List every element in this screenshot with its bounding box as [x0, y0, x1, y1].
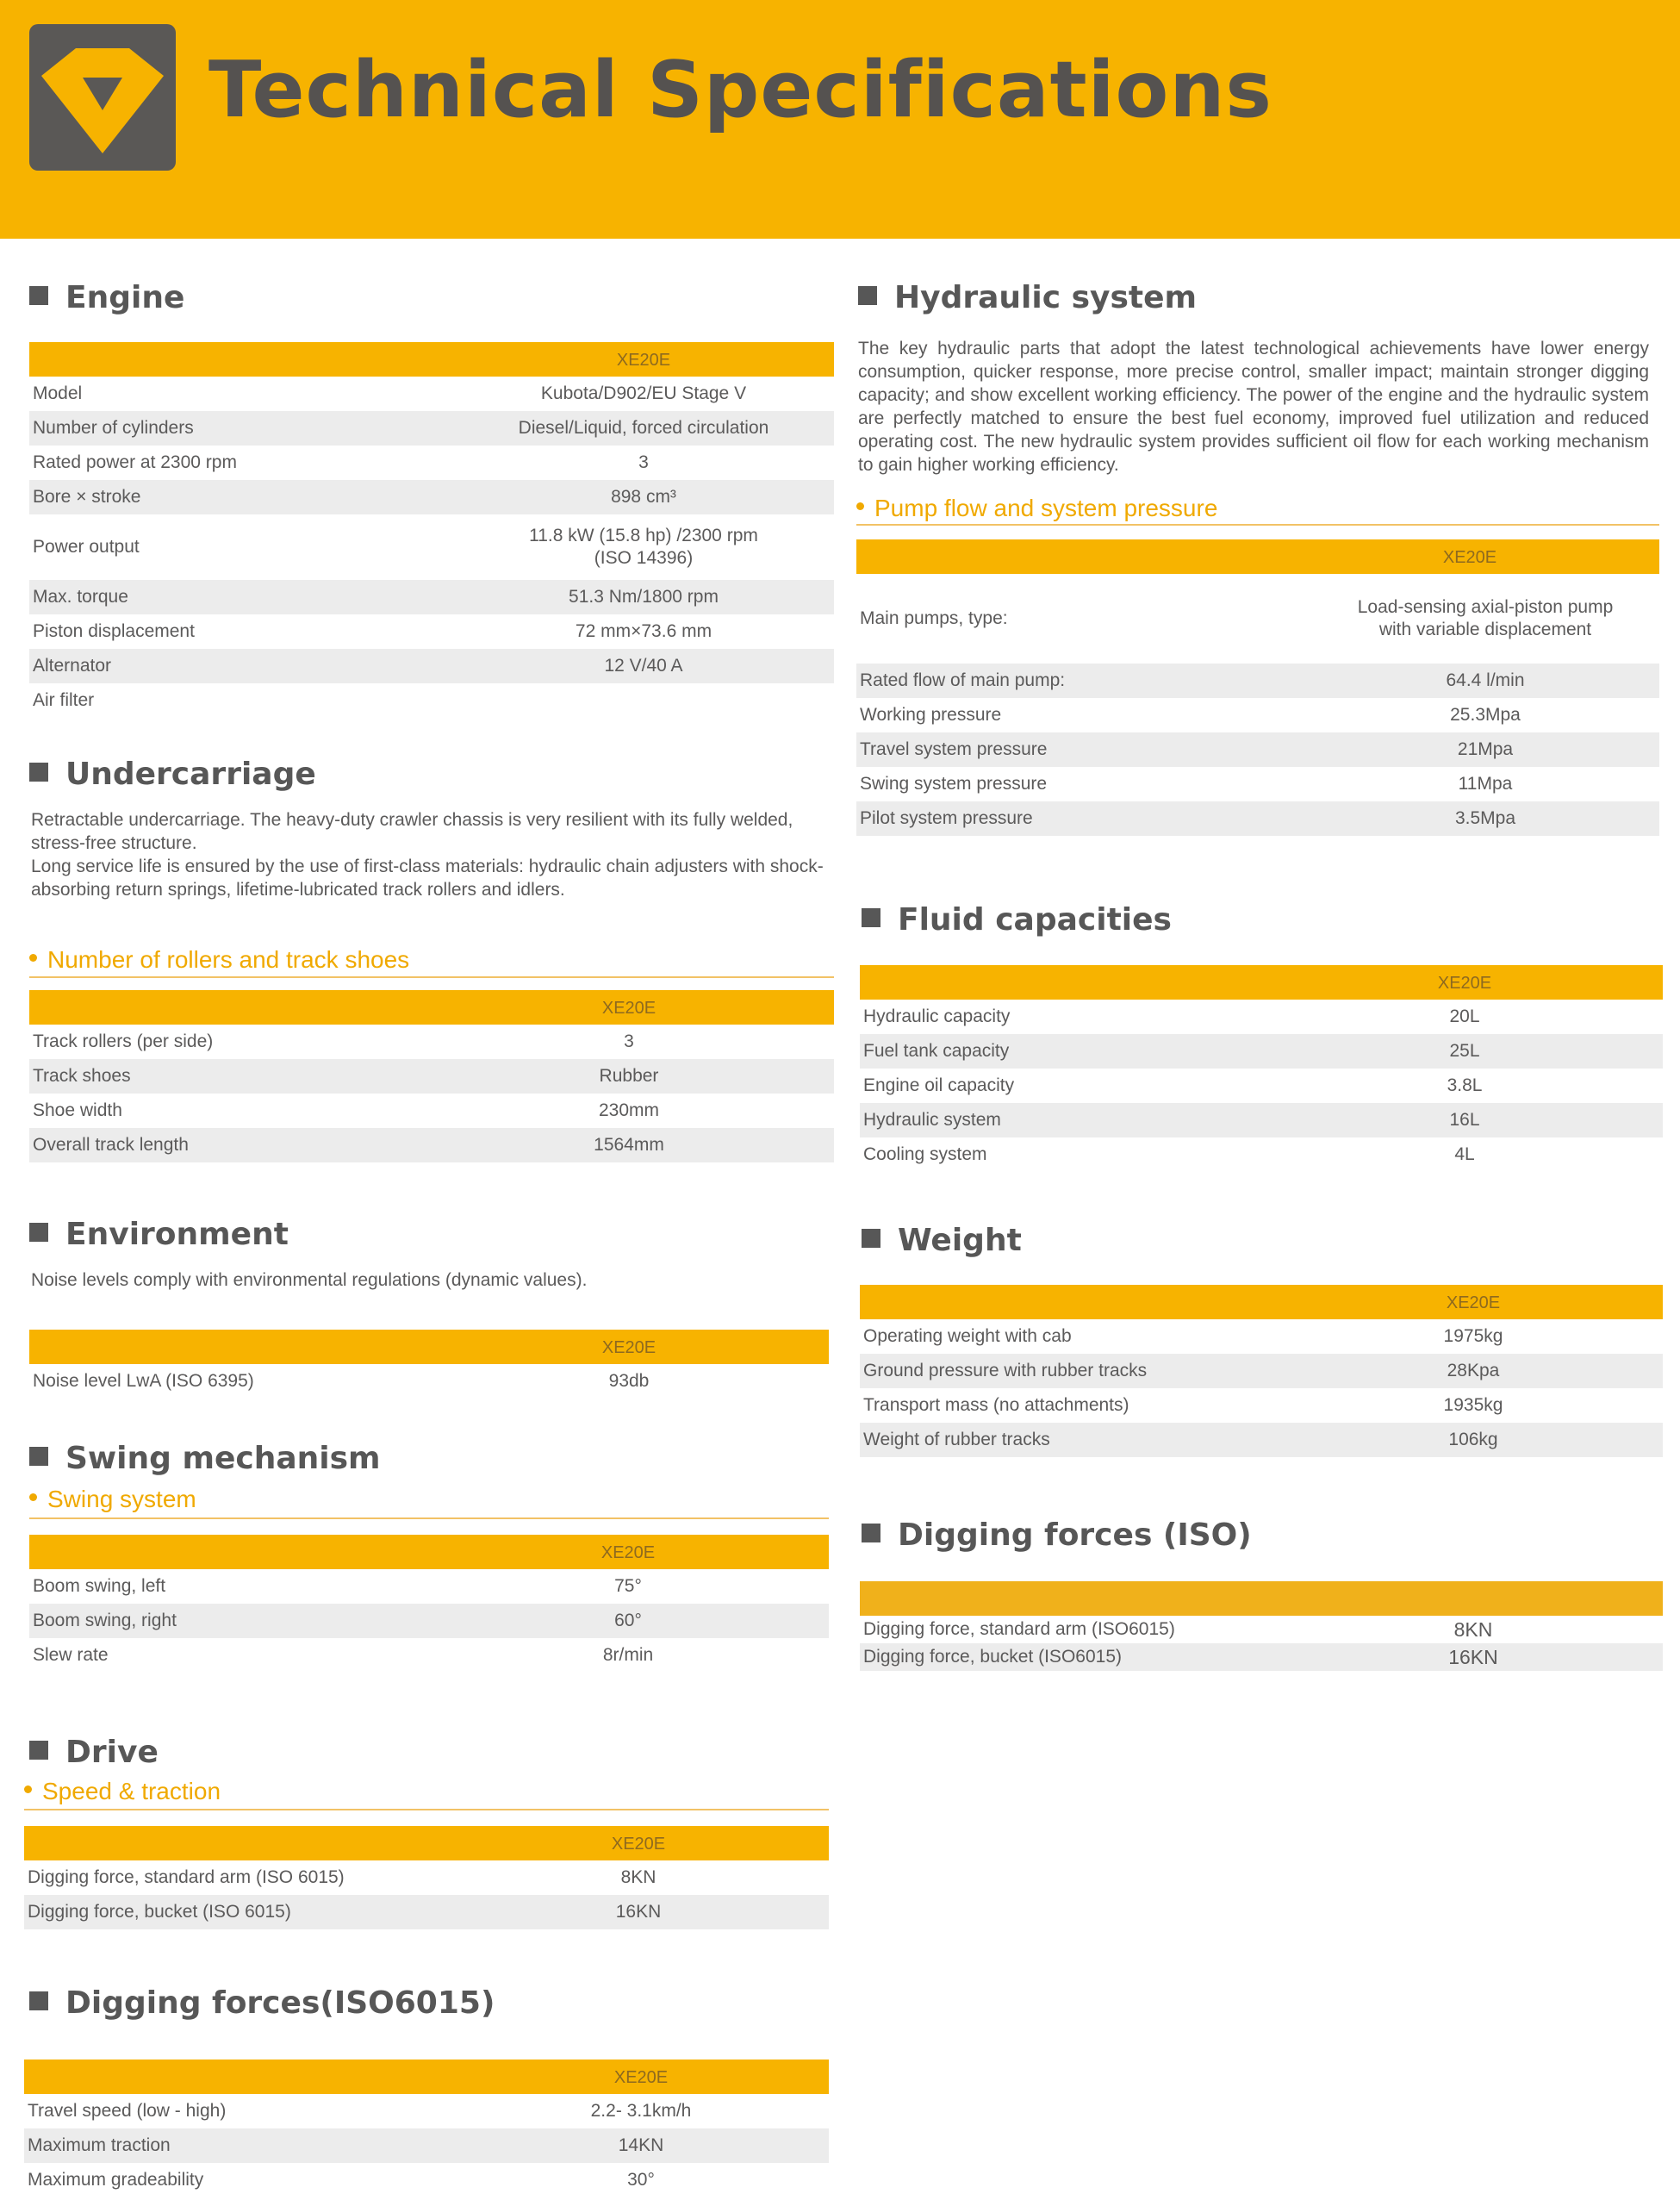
table-row: Operating weight with cab 1975kg: [863, 1326, 1503, 1346]
table-row: Travel system pressure 21Mpa: [856, 732, 1659, 767]
engine-section-title: Engine: [29, 283, 184, 314]
table-row: Digging force, standard arm (ISO6015) 8KN: [863, 1618, 1493, 1641]
drive-section-title: Drive: [29, 1737, 159, 1768]
divider: [856, 524, 1659, 526]
divider: [24, 1809, 829, 1810]
table-row: Track shoes Rubber: [29, 1059, 834, 1094]
digging-forces-left-table: [24, 2060, 829, 2197]
table-row: Air filter: [33, 690, 95, 710]
table-row: Rated power at 2300 rpm 3: [33, 452, 649, 472]
weight-table-header: XE20E: [860, 1285, 1663, 1319]
pump-flow-table: [856, 539, 1659, 836]
table-row: Track rollers (per side) 3: [33, 1031, 634, 1051]
table-row: Weight of rubber tracks 106kg: [860, 1423, 1663, 1457]
table-row: Hydraulic capacity 20L: [863, 1006, 1480, 1026]
digging-forces-left-section-title: Digging forces(ISO6015): [29, 1988, 495, 2019]
weight-table: [860, 1285, 1663, 1457]
table-row: Cooling system 4L: [863, 1144, 1475, 1164]
environment-table: [29, 1330, 829, 1399]
fluid-table-header: XE20E: [860, 965, 1663, 1000]
hydraulic-section-title: Hydraulic system: [858, 283, 1197, 314]
header-banner: [0, 0, 1680, 239]
table-row: Noise level LwA (ISO 6395) 93db: [33, 1371, 650, 1391]
rollers-table-header: XE20E: [29, 990, 834, 1025]
table-row: Boom swing, left 75°: [33, 1576, 642, 1596]
undercarriage-description: Retractable undercarriage. The heavy-duty crawler chassis is very resilient with its fully welded, stress-free structure. Long service life is ensured by the use of first-class materials: hydraulic chain adjusters with shock-absorbing return springs, lifetime-lubricated track rollers and idlers.: [31, 810, 824, 900]
table-row: Shoe width 230mm: [33, 1100, 660, 1120]
engine-table-header: XE20E: [29, 342, 834, 377]
swing-table: [29, 1535, 829, 1673]
table-row: Transport mass (no attachments) 1935kg: [863, 1395, 1503, 1415]
table-row: Maximum traction 14KN: [24, 2128, 829, 2163]
table-row: Digging force, bucket (ISO6015) 16KN: [860, 1643, 1663, 1671]
table-row: Bore × stroke 898 cm³: [29, 480, 834, 514]
table-row: Hydraulic system 16L: [860, 1103, 1663, 1137]
pump-flow-subtitle: Pump flow and system pressure: [856, 496, 1217, 520]
table-row: Piston displacement 72 mm×73.6 mm: [33, 621, 712, 641]
table-row: Power output 11.8 kW (15.8 hp) /2300 rpm (ISO 14396): [33, 526, 758, 568]
environment-table-header: XE20E: [29, 1330, 829, 1364]
environment-description: Noise levels comply with environmental regulations (dynamic values).: [31, 1270, 588, 1290]
weight-section-title: Weight: [862, 1225, 1022, 1256]
table-row: Rated flow of main pump: 64.4 l/min: [856, 664, 1659, 698]
table-row: Working pressure 25.3Mpa: [860, 705, 1521, 725]
table-row: Max. torque 51.3 Nm/1800 rpm: [29, 580, 834, 614]
table-row: Fuel tank capacity 25L: [860, 1034, 1663, 1069]
table-row: Digging force, standard arm (ISO 6015) 8KN: [28, 1867, 656, 1887]
drive-table-header: XE20E: [24, 1826, 829, 1860]
table-row: Ground pressure with rubber tracks 28Kpa: [860, 1354, 1663, 1388]
swing-subtitle: Swing system: [29, 1487, 196, 1511]
hydraulic-description: The key hydraulic parts that adopt the latest technological achievements have lower energy consumption, quicker response, more precise control, smaller impact; maintain stronger digging capacity; and show excellent working efficiency. The power of the engine and the hydraulic system are perfectly matched to ensure the best fuel economy, improved fuel utilization and reduced operating cost. The new hydraulic system provides sufficient oil flow for each working mechanism to gain higher working efficiency.: [858, 339, 1649, 475]
rollers-table: [29, 990, 834, 1162]
table-row: Digging force, bucket (ISO 6015) 16KN: [24, 1895, 829, 1929]
table-row: Maximum gradeability 30°: [28, 2170, 655, 2190]
swing-table-header: XE20E: [29, 1535, 829, 1569]
drive-table: [24, 1826, 829, 1929]
table-row: Overall track length 1564mm: [29, 1128, 834, 1162]
brand-logo-icon: [29, 24, 176, 171]
table-row: Model Kubota/D902/EU Stage V: [33, 383, 747, 403]
digging-forces-right-table: [860, 1581, 1663, 1671]
digging-forces-right-section-title: Digging forces (ISO): [862, 1520, 1252, 1551]
table-row: Travel speed (low - high) 2.2- 3.1km/h: [28, 2101, 692, 2121]
undercarriage-section-title: Undercarriage: [29, 759, 316, 790]
page-title: Technical Specifications: [208, 45, 1273, 135]
table-row: Swing system pressure 11Mpa: [860, 774, 1513, 794]
table-row: Pilot system pressure 3.5Mpa: [856, 801, 1659, 836]
environment-section-title: Environment: [29, 1219, 289, 1250]
divider: [29, 1517, 829, 1519]
table-row: Engine oil capacity 3.8L: [863, 1075, 1483, 1095]
divider: [29, 976, 834, 978]
engine-table: [29, 342, 834, 718]
pump-flow-table-header: XE20E: [856, 539, 1659, 574]
rollers-subtitle: Number of rollers and track shoes: [29, 948, 409, 972]
speed-traction-subtitle: Speed & traction: [24, 1779, 221, 1804]
table-row: Main pumps, type: Load-sensing axial-piston pump with variable displacement: [860, 597, 1614, 639]
table-row: Boom swing, right 60°: [29, 1604, 829, 1638]
swing-section-title: Swing mechanism: [29, 1443, 381, 1474]
digging-left-table-header: XE20E: [24, 2060, 829, 2094]
fluid-table: [860, 965, 1663, 1172]
fluid-section-title: Fluid capacities: [862, 905, 1172, 936]
table-row: Alternator 12 V/40 A: [29, 649, 834, 683]
table-row: Number of cylinders Diesel/Liquid, forced circulation: [29, 411, 834, 446]
digging-right-table-header: [860, 1581, 1663, 1616]
table-row: Slew rate 8r/min: [33, 1645, 654, 1665]
